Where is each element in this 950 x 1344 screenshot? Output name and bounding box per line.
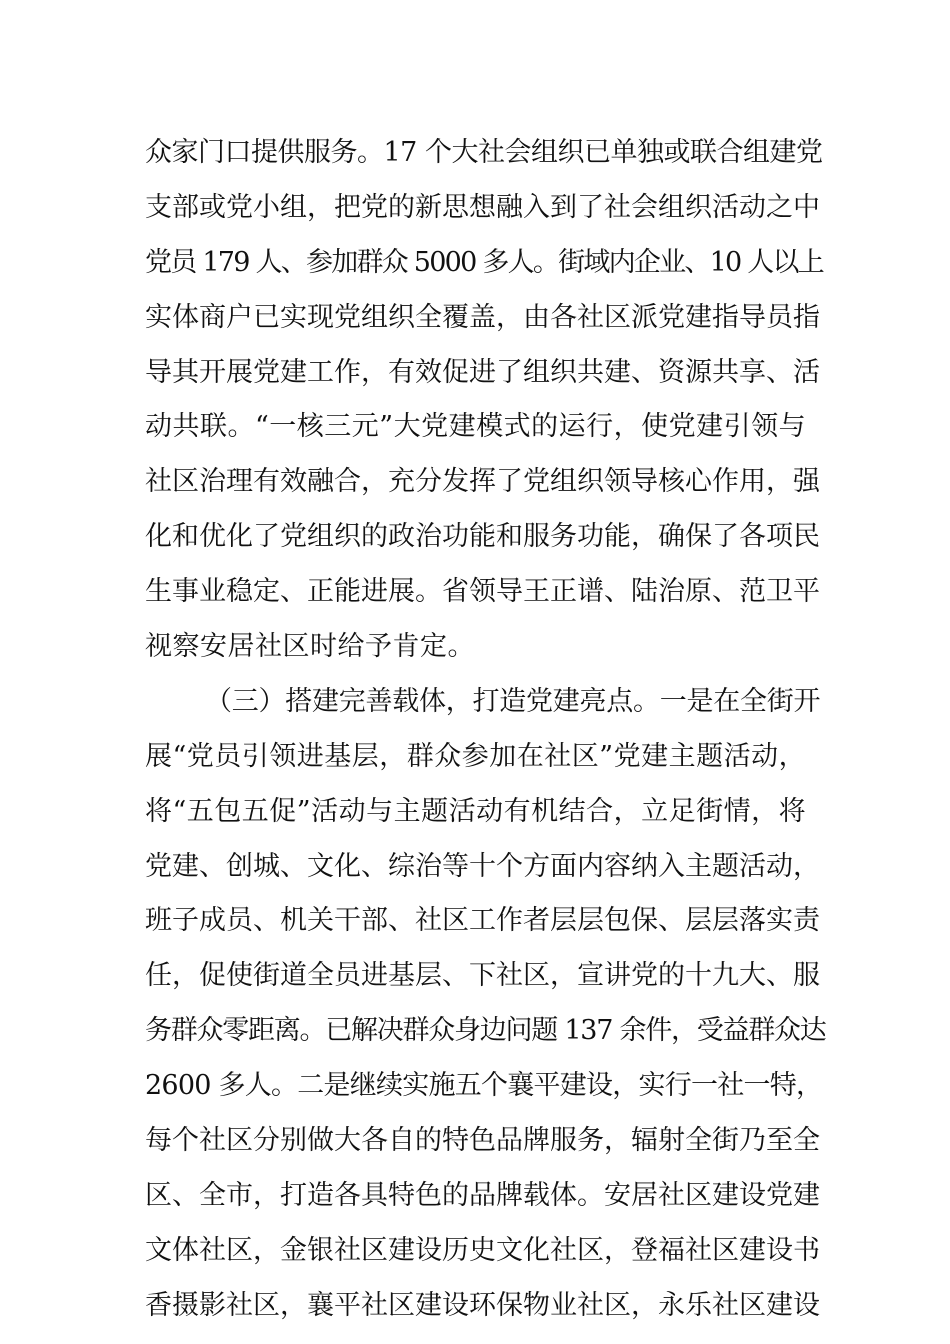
text-line: 2600 多人。二是继续实施五个襄平建设，实行一社一特， — [145, 1070, 823, 1102]
text-line: 党员 179 人、参加群众 5000 多人。街域内企业、10 人以上 — [145, 246, 824, 278]
text-line: 实体商户已实现党组织全覆盖，由各社区派党建指导员指 — [145, 301, 820, 333]
text-line: 党建、创城、文化、综治等十个方面内容纳入主题活动， — [145, 850, 820, 882]
text-line: 展“党员引领进基层，群众参加在社区”党建主题活动， — [145, 740, 807, 772]
text-line: 务群众零距离。已解决群众身边问题 137 余件，受益群众达 — [145, 1015, 826, 1047]
text-line: 文体社区，金银社区建设历史文化社区，登福社区建设书 — [145, 1234, 820, 1266]
text-line: 生事业稳定、正能进展。省领导王正谱、陆治原、范卫平 — [145, 576, 820, 608]
text-line: 支部或党小组，把党的新思想融入到了社会组织活动之中 — [145, 191, 820, 223]
text-line: 社区治理有效融合，充分发挥了党组织领导核心作用，强 — [145, 466, 820, 498]
text-line: 导其开展党建工作，有效促进了组织共建、资源共享、活 — [145, 356, 820, 388]
text-line: 任，促使街道全员进基层、下社区，宣讲党的十九大、服 — [145, 960, 820, 992]
body-text — [145, 126, 825, 1334]
text-line: 众家门口提供服务。17 个大社会组织已单独或联合组建党 — [145, 137, 823, 168]
text-line: 动共联。“一核三元”大党建模式的运行，使党建引领与 — [145, 411, 807, 443]
text-line: 每个社区分别做大各自的特色品牌服务，辐射全街乃至全 — [145, 1125, 820, 1157]
text-line: 化和优化了党组织的政治功能和服务功能，确保了各项民 — [145, 521, 820, 553]
text-line: 视察安居社区时给予肯定。 — [145, 631, 475, 663]
section-heading-line: （三）搭建完善载体，打造党建亮点。一是在全街开 — [205, 685, 821, 717]
text-line: 区、全市，打造各具特色的品牌载体。安居社区建设党建 — [145, 1179, 820, 1211]
text-line: 香摄影社区，襄平社区建设环保物业社区，永乐社区建设 — [145, 1289, 820, 1321]
text-line: 班子成员、机关干部、社区工作者层层包保、层层落实责 — [145, 905, 820, 937]
text-line: 将“五包五促”活动与主题活动有机结合，立足街情，将 — [145, 795, 807, 827]
